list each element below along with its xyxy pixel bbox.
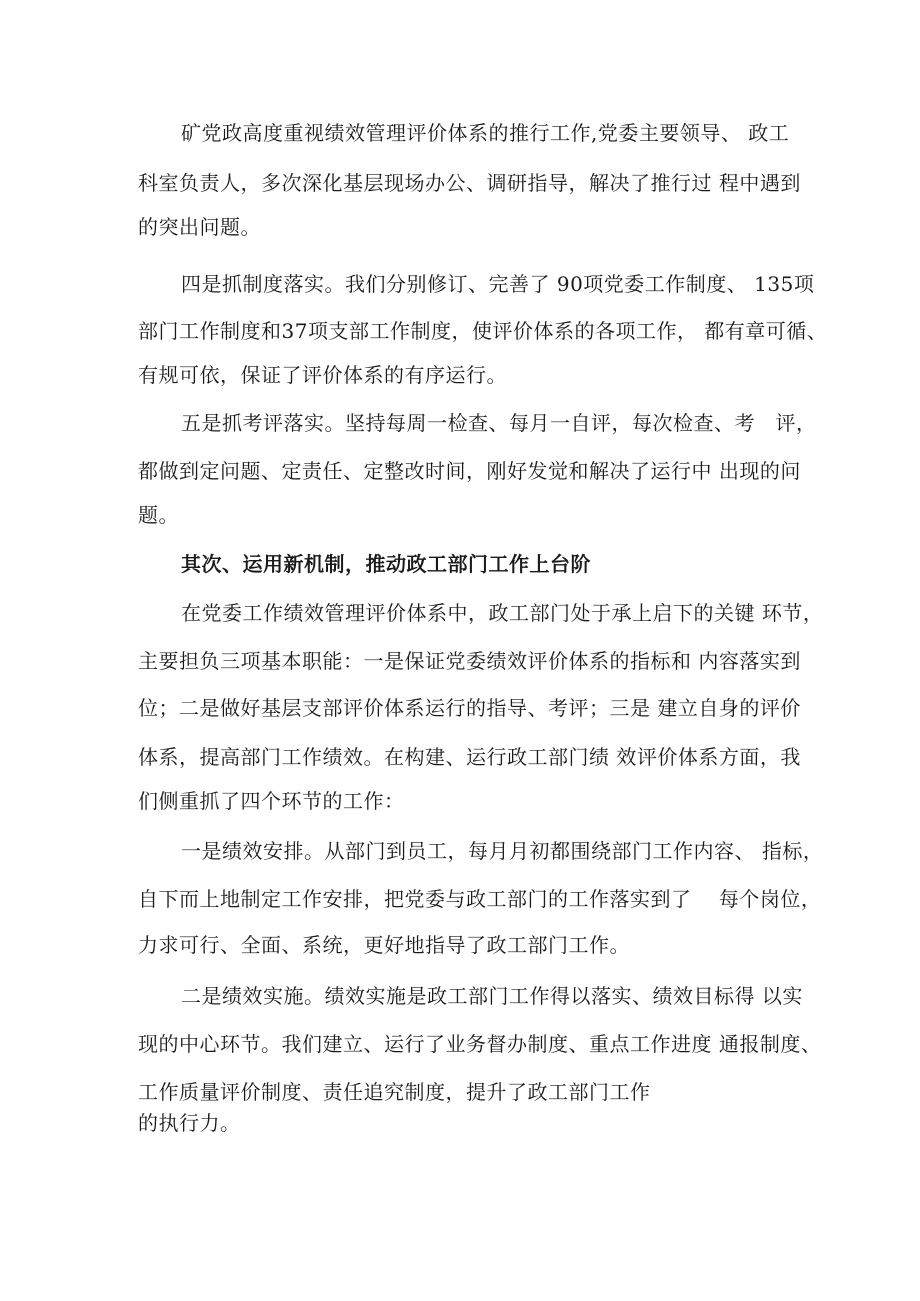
text-line: 在党委工作绩效管理评价体系中，政工部门处于承上启下的关键 环节，: [181, 601, 824, 625]
text-line: 自下而上地制定工作安排，把党委与政工部门的工作落实到了 每个岗位，: [138, 887, 822, 911]
text-line: 题。: [138, 503, 179, 527]
text-line: 都做到定问题、定责任、定整改时间，刚好发觉和解决了运行中 出现的问: [138, 459, 801, 483]
text-line: 工作质量评价制度、责任追究制度，提升了政工部门工作: [138, 1080, 651, 1104]
text-line: 现的中心环节。我们建立、运行了业务督办制度、重点工作进度 通报制度、: [138, 1032, 822, 1056]
text-line: 的执行力。: [138, 1111, 241, 1135]
text-line: 主要担负三项基本职能：一是保证党委绩效评价体系的指标和 内容落实到: [138, 649, 801, 673]
text-line: 四是抓制度落实。我们分别修订、完善了 90项党委工作制度、 135项: [181, 272, 815, 296]
text-line: 们侧重抓了四个环节的工作：: [138, 789, 405, 813]
text-line: 位；二是做好基层支部评价体系运行的指导、考评；三是 建立自身的评价: [138, 696, 801, 720]
text-line: 科室负责人，多次深化基层现场办公、调研指导，解决了推行过 程中遇到: [138, 171, 801, 195]
text-line: 力求可行、全面、系统，更好地指导了政工部门工作。: [138, 933, 630, 957]
text-line: 二是绩效实施。绩效实施是政工部门工作得以落实、绩效目标得 以实: [181, 984, 803, 1008]
text-line: 部门工作制度和37项支部工作制度，使评价体系的各项工作， 都有章可循、: [138, 319, 828, 343]
text-line: 矿党政高度重视绩效管理评价体系的推行工作,党委主要领导、 政工: [181, 121, 790, 145]
text-line: 体系，提高部门工作绩效。在构建、运行政工部门绩 效评价体系方面，我: [138, 745, 801, 769]
text-line: 五是抓考评落实。坚持每周一检查、每月一自评，每次检查、考 评，: [181, 411, 817, 435]
text-line: 一是绩效安排。从部门到员工，每月月初都围绕部门工作内容、 指标，: [181, 839, 824, 863]
text-line: 有规可依，保证了评价体系的有序运行。: [138, 363, 507, 387]
text-line: 的突出问题。: [138, 215, 261, 239]
section-heading: 其次、运用新机制，推动政工部门工作上台阶: [181, 552, 591, 576]
